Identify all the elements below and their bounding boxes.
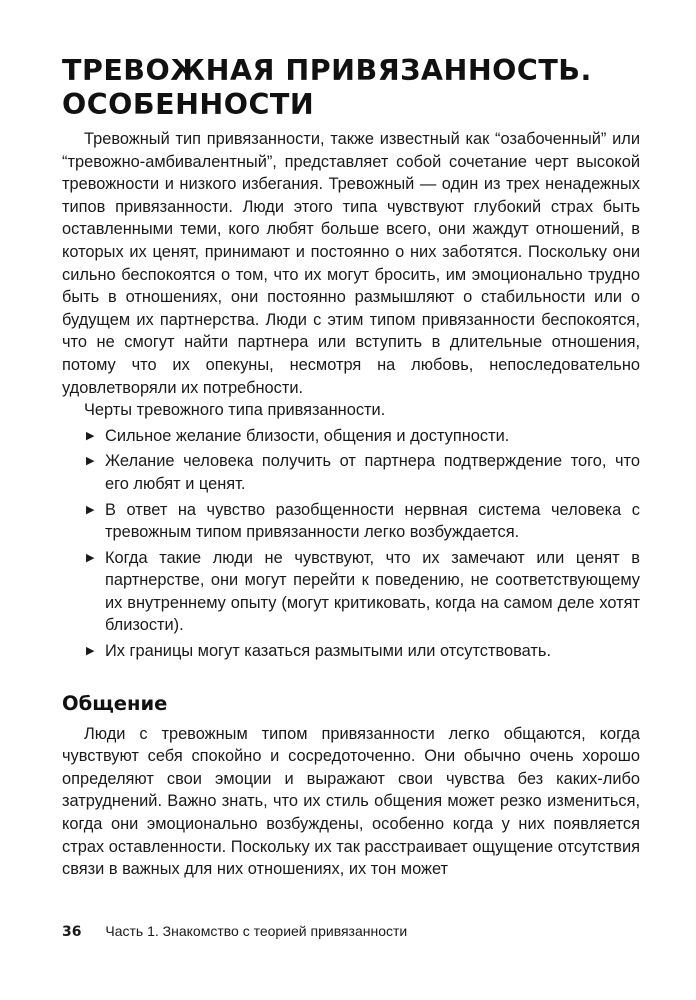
page-number: 36 — [62, 924, 82, 940]
list-item — [62, 499, 640, 544]
triangle-bullet-icon: ▶ — [86, 503, 95, 516]
page-body — [62, 54, 640, 881]
section-title: Общение — [62, 691, 168, 715]
triangle-bullet-icon: ▶ — [86, 429, 95, 442]
triangle-bullet-icon: ▶ — [86, 551, 95, 564]
list-item-text: В ответ на чувство разобщенности нервная система человека с тревожным типом привязанности легко возбуждается. — [105, 500, 640, 542]
intro-paragraph: Тревожный тип привязанности, также известный как “озабоченный” или “тревожно-амбивалентный”, представляет собой сочетание черт высокой тревожности и низкого избегания. Тревожный — один из трех ненадежных типов привязанности. Люди этого типа чувствуют глубокий страх быть оставленными теми, кого любят больше всего, они жаждут отношений, в которых их ценят, принимают и постоянно о них заботятся. Поскольку они сильно беспокоятся о том, что их могут бросить, им эмоционально трудно быть в отношениях, они постоянно размышляют о стабильности или о будущем их партнерства. Люди с этим типом привязанности беспокоятся, что не смогут найти партнера или вступить в длительные отношения, потому что их опекуны, несмотря на любовь, непоследовательно удовлетворяли их потребности. — [62, 130, 640, 397]
page-footer — [62, 922, 407, 941]
running-title: Часть 1. Знакомство с теорией привязанности — [105, 923, 408, 939]
list-item — [62, 425, 640, 448]
chapter-title-line-1: ТРЕВОЖНАЯ ПРИВЯЗАННОСТЬ. — [62, 54, 592, 87]
list-item — [62, 640, 640, 663]
list-item — [62, 450, 640, 495]
chapter-title — [62, 54, 640, 122]
section-paragraph: Люди с тревожным типом привязанности легко общаются, когда чувствуют себя спокойно и сосредоточенно. Они обычно очень хорошо определяют свои эмоции и выражают свои чувства без каких-либо затруднений. Важно знать, что их стиль общения может резко измениться, когда они эмоционально возбуждены, особенно когда у них появляется страх оставленности. Поскольку их так расстраивает ощущение отсутствия связи в важных для них отношениях, их тон может — [62, 724, 640, 879]
traits-lead: Черты тревожного типа привязанности. — [84, 401, 386, 420]
triangle-bullet-icon: ▶ — [86, 645, 95, 658]
triangle-bullet-icon: ▶ — [86, 455, 95, 468]
list-item-text: Желание человека получить от партнера подтверждение того, что его любят и ценят. — [105, 452, 640, 493]
list-item — [62, 547, 640, 637]
list-item-text: Сильное желание близости, общения и доступности. — [105, 426, 510, 445]
list-item-text: Их границы могут казаться размытыми или отсутствовать. — [105, 642, 552, 661]
list-item-text: Когда такие люди не чувствуют, что их замечают или ценят в партнерстве, они могут перейти к поведению, не соответствующему их внутреннему опыту (могут критиковать, когда на самом деле хотят близости). — [105, 548, 640, 635]
traits-list — [62, 425, 640, 663]
chapter-title-line-2: ОСОБЕННОСТИ — [62, 88, 315, 121]
